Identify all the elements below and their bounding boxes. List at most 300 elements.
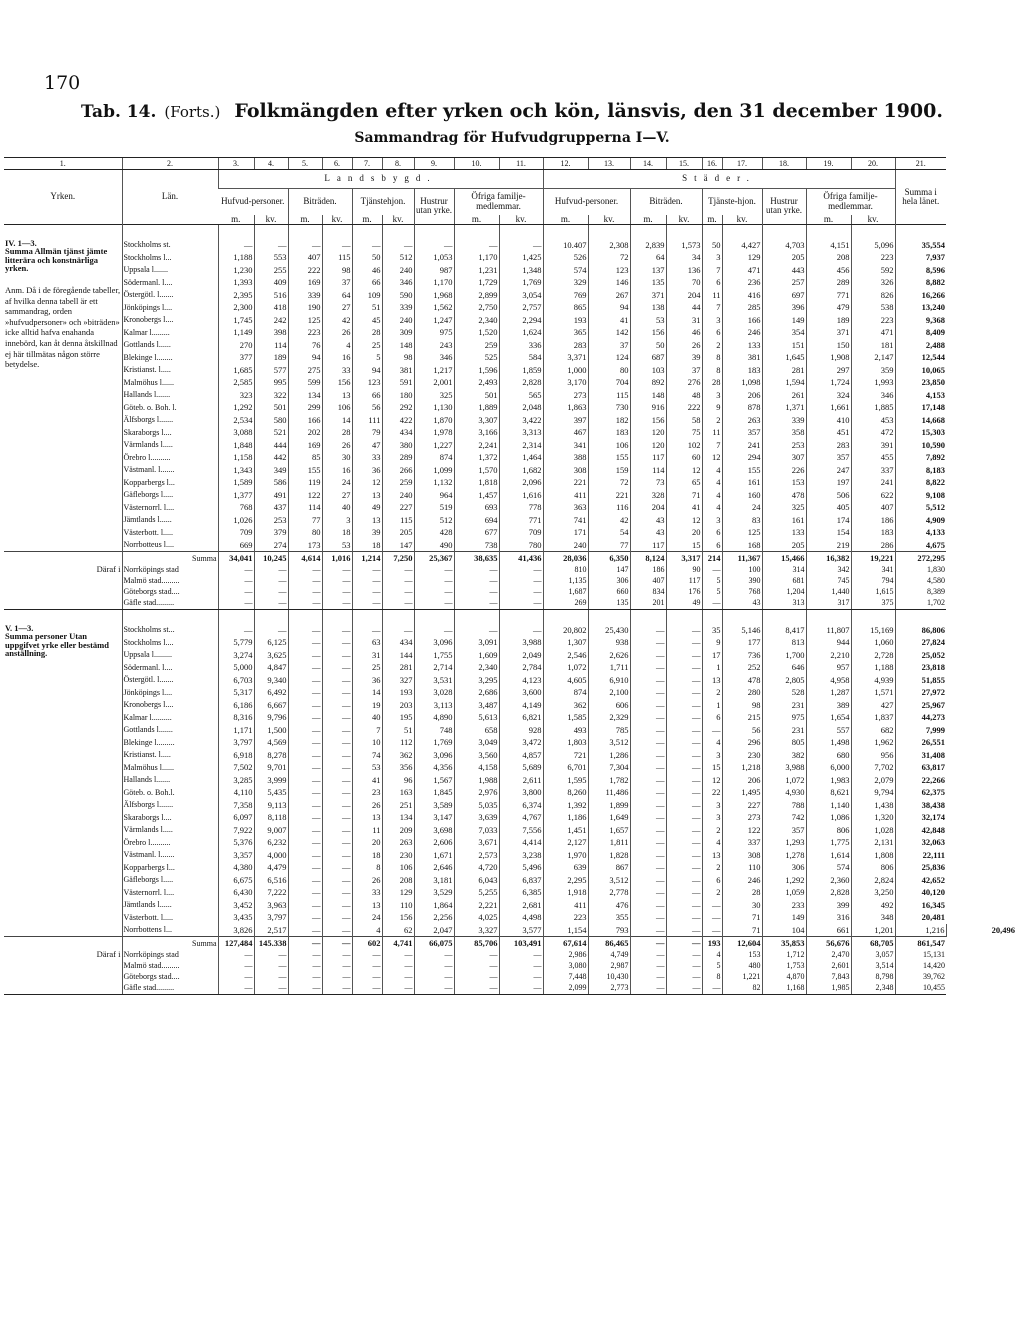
cell-value: 377 bbox=[218, 351, 254, 364]
section-v-body bbox=[4, 609, 1016, 994]
cell-value: — bbox=[322, 874, 352, 887]
cell-value: 6,043 bbox=[454, 874, 499, 887]
cell-value: 39 bbox=[352, 526, 382, 539]
county-name: Hallands l....... bbox=[122, 774, 218, 787]
cell-value: — bbox=[666, 911, 702, 924]
cell-value: 2,147 bbox=[851, 351, 895, 364]
county-name: Älfsborgs l....... bbox=[122, 414, 218, 427]
cell-value: 2,047 bbox=[414, 924, 454, 937]
cell-value: — bbox=[322, 749, 352, 762]
cell-value: 206 bbox=[722, 389, 762, 402]
cell-value: 135 bbox=[588, 598, 630, 610]
cell-value: — bbox=[382, 950, 414, 961]
cell-value: 7,222 bbox=[254, 886, 288, 899]
cell-value: 255 bbox=[254, 264, 288, 277]
cell-value: 32,063 bbox=[895, 836, 946, 849]
table-row bbox=[4, 861, 1016, 874]
cell-value: 144 bbox=[382, 649, 414, 662]
cell-value: 4 bbox=[322, 339, 352, 352]
cell-value: — bbox=[499, 961, 543, 972]
cell-value: — bbox=[322, 786, 352, 799]
cell-value: — bbox=[414, 972, 454, 983]
cell-value: 339 bbox=[762, 414, 806, 427]
cell-value: 15,169 bbox=[851, 609, 895, 636]
cell-value: 174 bbox=[806, 514, 851, 527]
cell-value: — bbox=[322, 636, 352, 649]
cell-value: 5,146 bbox=[722, 609, 762, 636]
cell-value: 2,899 bbox=[454, 289, 499, 302]
cell-value: — bbox=[666, 836, 702, 849]
county-name: Skaraborgs l.... bbox=[122, 811, 218, 824]
cell-value: 10,065 bbox=[895, 364, 946, 377]
cell-value: 306 bbox=[762, 861, 806, 874]
cell-value: — bbox=[352, 587, 382, 598]
table-row bbox=[4, 609, 1016, 636]
cell-value: 346 bbox=[382, 276, 414, 289]
cell-value: 23,850 bbox=[895, 376, 946, 389]
cell-value: 6,097 bbox=[218, 811, 254, 824]
cell-value: 20,496 bbox=[946, 924, 1016, 937]
cell-value: — bbox=[288, 972, 322, 983]
cell-value: — bbox=[702, 565, 722, 576]
county-name: Stockholms st... bbox=[122, 609, 218, 636]
cell-value: 3,577 bbox=[499, 924, 543, 937]
cell-value: 1,596 bbox=[454, 364, 499, 377]
total-value: 103,491 bbox=[499, 937, 543, 950]
table-row bbox=[4, 924, 1016, 937]
county-name: Stockholms l.... bbox=[122, 636, 218, 649]
county-name: Kristianst. l..... bbox=[122, 749, 218, 762]
sex-header-m: m. bbox=[352, 215, 382, 225]
total-value: 85,706 bbox=[454, 937, 499, 950]
cell-value: — bbox=[666, 811, 702, 824]
cell-value: 240 bbox=[382, 314, 414, 327]
cell-value: — bbox=[630, 661, 666, 674]
cell-value: 2,395 bbox=[218, 289, 254, 302]
cell-value: 53 bbox=[352, 761, 382, 774]
cell-value: 14 bbox=[352, 686, 382, 699]
cell-value: — bbox=[322, 711, 352, 724]
cell-value: 15,303 bbox=[895, 426, 946, 439]
cell-value: 313 bbox=[762, 598, 806, 610]
cell-value: 592 bbox=[851, 264, 895, 277]
cell-value: 741 bbox=[543, 514, 588, 527]
cell-value: 3,250 bbox=[851, 886, 895, 899]
city-name: Malmö stad......... bbox=[122, 961, 218, 972]
cell-value: 106 bbox=[382, 861, 414, 874]
table-row bbox=[4, 674, 1016, 687]
cell-value: 25 bbox=[352, 661, 382, 674]
cell-value: 24 bbox=[352, 911, 382, 924]
cell-value: 2 bbox=[702, 886, 722, 899]
cell-value: 106 bbox=[322, 401, 352, 414]
cell-value: — bbox=[499, 609, 543, 636]
cell-value: 4,847 bbox=[254, 661, 288, 674]
cell-value: 124 bbox=[588, 351, 630, 364]
cell-value: 100 bbox=[722, 565, 762, 576]
cell-value: — bbox=[254, 609, 288, 636]
total-value: 67,614 bbox=[543, 937, 588, 950]
cell-value: 193 bbox=[543, 314, 588, 327]
cell-value: 9,340 bbox=[254, 674, 288, 687]
cell-value: 2,210 bbox=[806, 649, 851, 662]
cell-value: 8,183 bbox=[895, 464, 946, 477]
cell-value: 1,053 bbox=[414, 251, 454, 264]
county-name: Uppsala l......... bbox=[122, 649, 218, 662]
cell-value: 6,186 bbox=[218, 699, 254, 712]
cell-value: 355 bbox=[588, 911, 630, 924]
cell-value: 111 bbox=[352, 414, 382, 427]
cell-value: 4 bbox=[702, 836, 722, 849]
cell-value: 2,681 bbox=[499, 899, 543, 912]
header-hustrur-stad: Hustrur utan yrke. bbox=[762, 189, 806, 225]
cell-value: 525 bbox=[454, 351, 499, 364]
cell-value: 669 bbox=[218, 539, 254, 552]
county-name: Blekinge l........ bbox=[122, 351, 218, 364]
cell-value: 146 bbox=[588, 276, 630, 289]
cell-value: 3,096 bbox=[414, 636, 454, 649]
cell-value: — bbox=[630, 836, 666, 849]
group-description: Summa personer Utan uppgifvet yrke eller bestämd anställning. bbox=[5, 631, 109, 659]
cell-value: 135 bbox=[630, 276, 666, 289]
cell-value: 3,487 bbox=[454, 699, 499, 712]
cell-value: 1,671 bbox=[414, 849, 454, 862]
cell-value: — bbox=[288, 911, 322, 924]
cell-value: — bbox=[630, 924, 666, 937]
header-hustrur: Hustrur utan yrke. bbox=[414, 189, 454, 225]
cell-value: 1,567 bbox=[414, 774, 454, 787]
cell-value: 1,520 bbox=[454, 326, 499, 339]
cell-value: 66 bbox=[352, 389, 382, 402]
cell-value: 591 bbox=[382, 376, 414, 389]
cell-value: 114 bbox=[254, 339, 288, 352]
cell-value: 380 bbox=[382, 439, 414, 452]
cell-value: 50 bbox=[352, 251, 382, 264]
cell-value: 9,007 bbox=[254, 824, 288, 837]
cell-value: 7,304 bbox=[588, 761, 630, 774]
cell-value: 28 bbox=[352, 326, 382, 339]
cell-value: 27 bbox=[322, 489, 352, 502]
cell-value: 1,201 bbox=[851, 924, 895, 937]
cell-value: 697 bbox=[762, 289, 806, 302]
cell-value: 28 bbox=[322, 426, 352, 439]
cell-value: 1,286 bbox=[588, 749, 630, 762]
cell-value: 391 bbox=[851, 439, 895, 452]
table-row bbox=[4, 339, 1016, 352]
cell-value: 476 bbox=[588, 899, 630, 912]
cell-value: 98 bbox=[382, 351, 414, 364]
county-name: Älfsborgs l....... bbox=[122, 799, 218, 812]
cell-value: 46 bbox=[666, 326, 702, 339]
cell-value: — bbox=[666, 886, 702, 899]
cell-value: 285 bbox=[722, 301, 762, 314]
cell-value: 263 bbox=[382, 836, 414, 849]
cell-value: 1,204 bbox=[762, 587, 806, 598]
cell-value: 1,968 bbox=[414, 289, 454, 302]
total-spacer bbox=[4, 937, 122, 950]
cell-value: 580 bbox=[254, 414, 288, 427]
cell-value: 38,438 bbox=[895, 799, 946, 812]
cell-value: 6,675 bbox=[218, 874, 254, 887]
cell-value: 328 bbox=[630, 489, 666, 502]
cell-value: 2,308 bbox=[588, 224, 630, 251]
cell-value: 1,372 bbox=[454, 451, 499, 464]
cell-value: — bbox=[666, 899, 702, 912]
cell-value: — bbox=[322, 924, 352, 937]
cell-value: — bbox=[288, 565, 322, 576]
cell-value: — bbox=[630, 724, 666, 737]
cell-value: 574 bbox=[806, 861, 851, 874]
cell-value: 407 bbox=[630, 576, 666, 587]
table-row bbox=[4, 301, 1016, 314]
cell-value: — bbox=[254, 576, 288, 587]
cell-value: 493 bbox=[543, 724, 588, 737]
cell-value: — bbox=[218, 609, 254, 636]
cell-value: 122 bbox=[722, 824, 762, 837]
cell-value: 79 bbox=[352, 426, 382, 439]
cell-value: 2,828 bbox=[499, 376, 543, 389]
cell-value: 2,805 bbox=[762, 674, 806, 687]
cell-value: 4,857 bbox=[499, 749, 543, 762]
cell-value: 13 bbox=[322, 389, 352, 402]
cell-value: — bbox=[666, 609, 702, 636]
cell-value: 2,611 bbox=[499, 774, 543, 787]
cell-value: 209 bbox=[382, 824, 414, 837]
cell-value: 114 bbox=[288, 501, 322, 514]
cell-value: 5,376 bbox=[218, 836, 254, 849]
cell-value: 94 bbox=[588, 301, 630, 314]
cell-value: 2,079 bbox=[851, 774, 895, 787]
cell-value: 337 bbox=[851, 464, 895, 477]
cell-value: — bbox=[630, 736, 666, 749]
cell-value: 574 bbox=[543, 264, 588, 277]
cell-value: 27 bbox=[322, 301, 352, 314]
cell-value: 183 bbox=[588, 426, 630, 439]
cell-value: 322 bbox=[254, 389, 288, 402]
total-value: 38,635 bbox=[454, 552, 499, 565]
darav-cell bbox=[4, 983, 122, 995]
cell-value: 17 bbox=[702, 649, 722, 662]
cell-value: 451 bbox=[806, 426, 851, 439]
cell-value: 112 bbox=[382, 736, 414, 749]
cell-value: 77 bbox=[288, 514, 322, 527]
cell-value: 82 bbox=[722, 983, 762, 995]
city-row bbox=[4, 972, 1016, 983]
cell-value: 356 bbox=[382, 761, 414, 774]
cell-value: 768 bbox=[722, 587, 762, 598]
cell-value: 3 bbox=[702, 811, 722, 824]
cell-value: 7 bbox=[702, 301, 722, 314]
table-row bbox=[4, 314, 1016, 327]
cell-value: 1,571 bbox=[851, 686, 895, 699]
cell-value: 1,988 bbox=[454, 774, 499, 787]
cell-value: 2,314 bbox=[499, 439, 543, 452]
cell-value: 136 bbox=[666, 264, 702, 277]
cell-value: 1,440 bbox=[806, 587, 851, 598]
cell-value: 4 bbox=[702, 501, 722, 514]
cell-value: 326 bbox=[851, 276, 895, 289]
total-value: 861,547 bbox=[895, 937, 946, 950]
cell-value: 25,052 bbox=[895, 649, 946, 662]
cell-value: 26 bbox=[666, 339, 702, 352]
county-name: Gäfleborgs l..... bbox=[122, 489, 218, 502]
cell-value: 957 bbox=[806, 661, 851, 674]
cell-value: — bbox=[352, 972, 382, 983]
cell-value: 7,999 bbox=[895, 724, 946, 737]
cell-value: 2,470 bbox=[806, 950, 851, 961]
cell-value: 9,794 bbox=[851, 786, 895, 799]
cell-value: 3,057 bbox=[851, 950, 895, 961]
cell-value: 1,864 bbox=[414, 899, 454, 912]
cell-value: 6,516 bbox=[254, 874, 288, 887]
cell-value: 3,531 bbox=[414, 674, 454, 687]
cell-value: 379 bbox=[254, 526, 288, 539]
table-row bbox=[4, 749, 1016, 762]
cell-value: — bbox=[218, 972, 254, 983]
cell-value: 358 bbox=[762, 426, 806, 439]
cell-value: — bbox=[414, 983, 454, 995]
cell-value: 189 bbox=[806, 314, 851, 327]
cell-value: 6,703 bbox=[218, 674, 254, 687]
cell-value: — bbox=[322, 886, 352, 899]
cell-value: 5,496 bbox=[499, 861, 543, 874]
cell-value: 4 bbox=[702, 736, 722, 749]
cell-value: 416 bbox=[722, 289, 762, 302]
cell-value: 3 bbox=[702, 314, 722, 327]
cell-value: — bbox=[352, 576, 382, 587]
table-row bbox=[4, 464, 1016, 477]
cell-value: — bbox=[322, 911, 352, 924]
cell-value: 94 bbox=[352, 364, 382, 377]
cell-value: 7,892 bbox=[895, 451, 946, 464]
cell-value: — bbox=[254, 224, 288, 251]
cell-value: 2,099 bbox=[543, 983, 588, 995]
cell-value: 1 bbox=[702, 661, 722, 674]
cell-value: 17,148 bbox=[895, 401, 946, 414]
cell-value: — bbox=[454, 983, 499, 995]
occupation-group bbox=[4, 609, 122, 937]
cell-value: 83 bbox=[722, 514, 762, 527]
cell-value: 327 bbox=[382, 674, 414, 687]
cell-value: 133 bbox=[722, 339, 762, 352]
cell-value: 266 bbox=[382, 464, 414, 477]
cell-value: 7,843 bbox=[806, 972, 851, 983]
total-value: 86,465 bbox=[588, 937, 630, 950]
cell-value: 519 bbox=[414, 501, 454, 514]
cell-value: — bbox=[499, 972, 543, 983]
cell-value: 5,035 bbox=[454, 799, 499, 812]
cell-value: 492 bbox=[851, 899, 895, 912]
cell-value: — bbox=[322, 699, 352, 712]
cell-value: 317 bbox=[806, 598, 851, 610]
cell-value: 1,573 bbox=[666, 224, 702, 251]
cell-value: 5 bbox=[702, 961, 722, 972]
cell-value: 3,088 bbox=[218, 426, 254, 439]
cell-value: 422 bbox=[382, 414, 414, 427]
total-value: 1,214 bbox=[352, 552, 382, 565]
cell-value: 661 bbox=[806, 924, 851, 937]
cell-value: — bbox=[322, 598, 352, 610]
cell-value: 6 bbox=[702, 526, 722, 539]
sex-header-m: m. bbox=[543, 215, 588, 225]
cell-value: 71 bbox=[722, 911, 762, 924]
cell-value: 1,171 bbox=[218, 724, 254, 737]
cell-value: 1,086 bbox=[806, 811, 851, 824]
cell-value: — bbox=[630, 649, 666, 662]
cell-value: 316 bbox=[806, 911, 851, 924]
cell-value: 1,216 bbox=[895, 924, 946, 937]
cell-value: — bbox=[454, 224, 499, 251]
cell-value: 123 bbox=[588, 264, 630, 277]
county-name: Göteb. o. Boh.l. bbox=[122, 786, 218, 799]
cell-value: 434 bbox=[382, 636, 414, 649]
darav-cell bbox=[4, 961, 122, 972]
cell-value: — bbox=[288, 761, 322, 774]
cell-value: 1,729 bbox=[454, 276, 499, 289]
cell-value: 9 bbox=[702, 401, 722, 414]
cell-value: 3 bbox=[702, 251, 722, 264]
cell-value: 75 bbox=[666, 426, 702, 439]
city-name: Gäfle stad......... bbox=[122, 598, 218, 610]
cell-value: — bbox=[352, 961, 382, 972]
cell-value: — bbox=[630, 983, 666, 995]
cell-value: 259 bbox=[454, 339, 499, 352]
cell-value: 399 bbox=[806, 899, 851, 912]
cell-value: 1,682 bbox=[499, 464, 543, 477]
cell-value: — bbox=[288, 609, 322, 636]
cell-value: 1,808 bbox=[851, 849, 895, 862]
cell-value: — bbox=[288, 774, 322, 787]
cell-value: 1,661 bbox=[806, 401, 851, 414]
header-yrken: Yrken. bbox=[50, 191, 76, 202]
cell-value: 134 bbox=[288, 389, 322, 402]
total-value: 66,075 bbox=[414, 937, 454, 950]
cell-value: 2,546 bbox=[543, 649, 588, 662]
county-name: Göteb. o. Boh. l. bbox=[122, 401, 218, 414]
cell-value: 1,753 bbox=[762, 961, 806, 972]
cell-value: 3,826 bbox=[218, 924, 254, 937]
column-number: 20. bbox=[851, 158, 895, 170]
cell-value: 19 bbox=[352, 699, 382, 712]
cell-value: — bbox=[499, 224, 543, 251]
darav-cell bbox=[4, 587, 122, 598]
cell-value: — bbox=[414, 576, 454, 587]
cell-value: 916 bbox=[630, 401, 666, 414]
cell-value: 874 bbox=[414, 451, 454, 464]
cell-value: 1,154 bbox=[543, 924, 588, 937]
cell-value: 410 bbox=[806, 414, 851, 427]
cell-value: 9,701 bbox=[254, 761, 288, 774]
county-name: Jönköpings l.... bbox=[122, 301, 218, 314]
cell-value: 283 bbox=[543, 339, 588, 352]
cell-value: 98 bbox=[322, 264, 352, 277]
cell-value: 4,151 bbox=[806, 224, 851, 251]
cell-value: 6 bbox=[702, 539, 722, 552]
cell-value: 6,232 bbox=[254, 836, 288, 849]
cell-value: — bbox=[322, 961, 352, 972]
cell-value: 7,922 bbox=[218, 824, 254, 837]
cell-value: 427 bbox=[851, 699, 895, 712]
cell-value: 337 bbox=[722, 836, 762, 849]
total-value: 193 bbox=[702, 937, 722, 950]
cell-value: 253 bbox=[254, 514, 288, 527]
total-value: 145.338 bbox=[254, 937, 288, 950]
sex-header-kv: kv. bbox=[382, 215, 414, 225]
county-name: Skaraborgs l.... bbox=[122, 426, 218, 439]
cell-value: 252 bbox=[722, 661, 762, 674]
cell-value: — bbox=[288, 861, 322, 874]
cell-value: — bbox=[254, 598, 288, 610]
